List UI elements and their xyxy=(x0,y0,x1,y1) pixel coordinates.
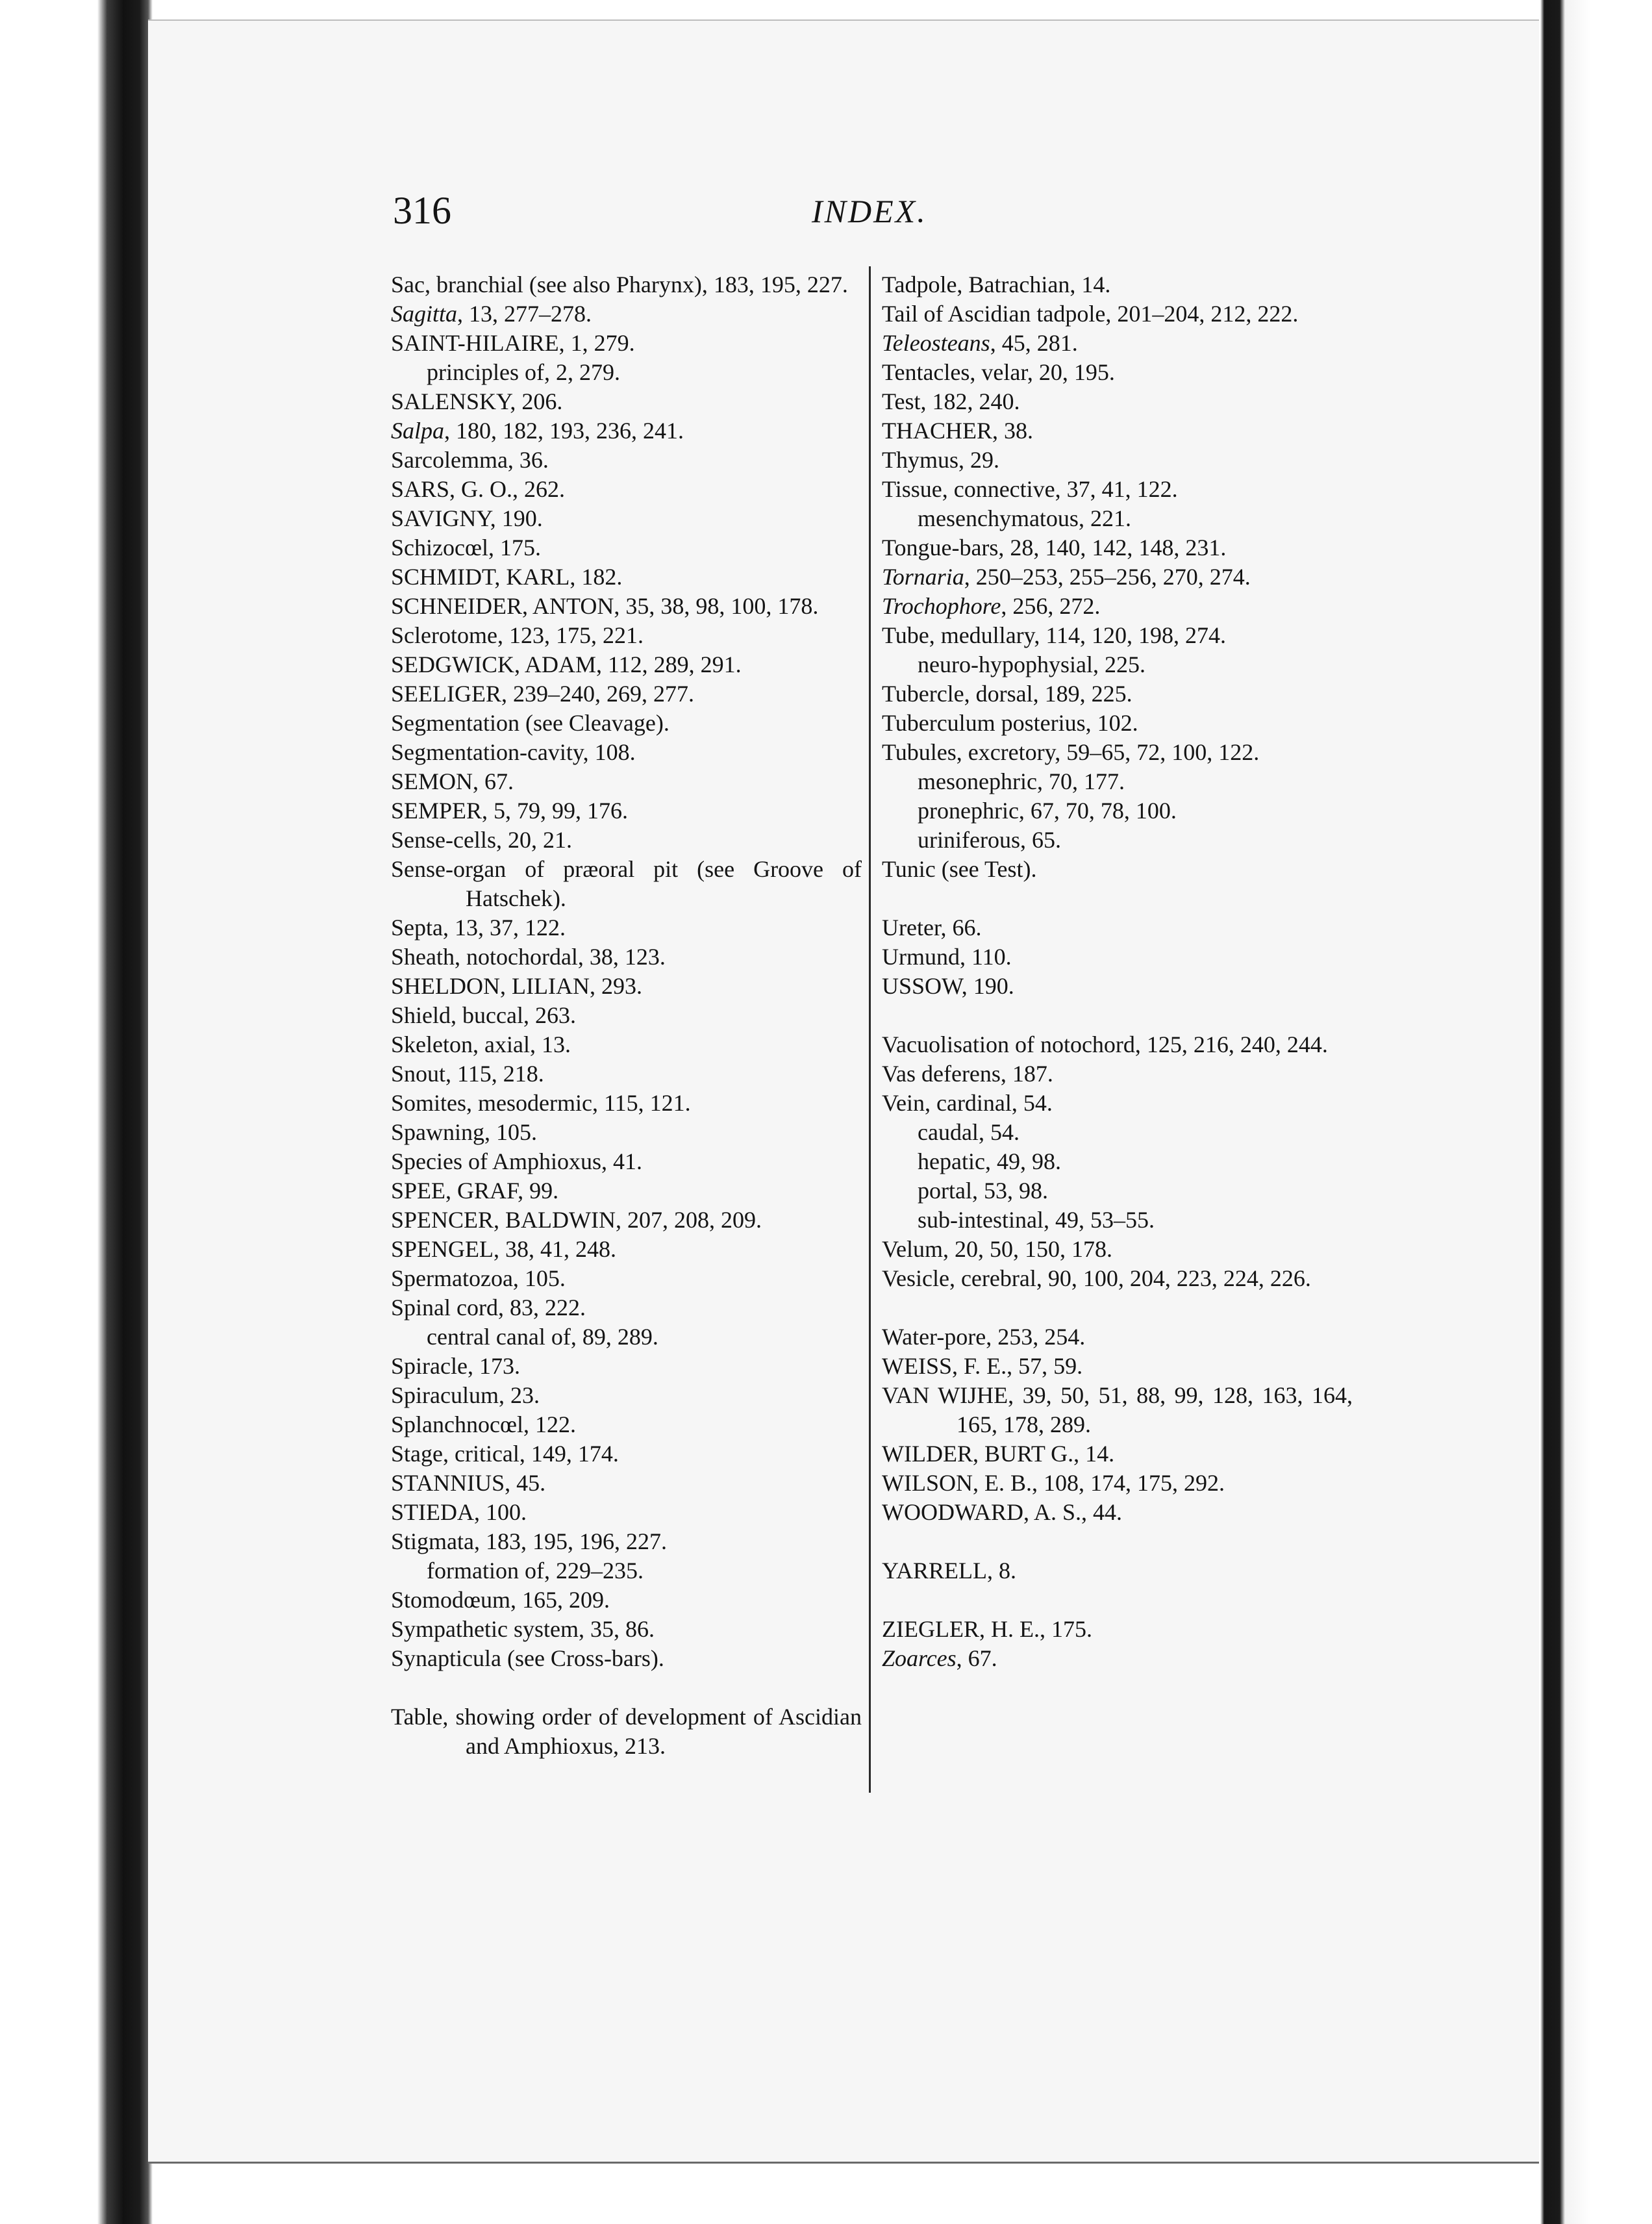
index-entry: SAINT-HILAIRE, 1, 279. xyxy=(391,330,635,356)
index-entry: Schizocœl, 175. xyxy=(391,535,541,561)
index-entry: Tadpole, Batrachian, 14. xyxy=(882,272,1111,297)
index-entry: Tissue, connective, 37, 41, 122. xyxy=(882,476,1178,502)
index-entry: SEDGWICK, ADAM, 112, 289, 291. xyxy=(391,651,742,677)
index-entry: Sclerotome, 123, 175, 221. xyxy=(391,622,644,648)
index-entry: Spawning, 105. xyxy=(391,1119,537,1145)
index-entry: Segmentation-cavity, 108. xyxy=(391,739,636,765)
column-divider xyxy=(869,266,871,1793)
index-subentry: uriniferous, 65. xyxy=(918,827,1061,853)
index-entry: SCHMIDT, KARL, 182. xyxy=(391,564,623,590)
index-entry: Sarcolemma, 36. xyxy=(391,447,549,473)
index-entry: SCHNEIDER, ANTON, 35, 38, 98, 100, 178. xyxy=(391,593,819,619)
scan-right-edge xyxy=(1539,0,1652,2224)
index-entry: WEISS, F. E., 57, 59. xyxy=(882,1353,1083,1379)
index-entry: SPENCER, BALDWIN, 207, 208, 209. xyxy=(391,1207,762,1233)
index-entry: SEELIGER, 239–240, 269, 277. xyxy=(391,681,694,707)
index-entry: Stomodœum, 165, 209. xyxy=(391,1587,610,1613)
index-entry: Tubercle, dorsal, 189, 225. xyxy=(882,681,1133,707)
index-entry: Spinal cord, 83, 222. xyxy=(391,1295,586,1320)
index-entry: Sac, branchial (see also Pharynx), 183, 195, 227. xyxy=(391,272,848,297)
index-subentry: formation of, 229–235. xyxy=(427,1558,644,1584)
index-entry: STANNIUS, 45. xyxy=(391,1470,546,1496)
index-entry: Teleosteans, 45, 281. xyxy=(882,330,1078,356)
index-entry: WILSON, E. B., 108, 174, 175, 292. xyxy=(882,1470,1225,1496)
index-entry: SEMPER, 5, 79, 99, 176. xyxy=(391,798,629,824)
index-entry: WOODWARD, A. S., 44. xyxy=(882,1499,1123,1525)
index-entry: SARS, G. O., 262. xyxy=(391,476,566,502)
index-entry: Sense-cells, 20, 21. xyxy=(391,827,572,853)
index-entry: Tubules, excretory, 59–65, 72, 100, 122. xyxy=(882,739,1260,765)
index-subentry: sub-intestinal, 49, 53–55. xyxy=(918,1207,1155,1233)
index-entry: Vesicle, cerebral, 90, 100, 204, 223, 224, 226. xyxy=(882,1265,1311,1291)
index-entry: Tongue-bars, 28, 140, 142, 148, 231. xyxy=(882,535,1227,561)
index-entry: Vacuolisation of notochord, 125, 216, 240, 244. xyxy=(882,1031,1328,1057)
index-entry: Somites, mesodermic, 115, 121. xyxy=(391,1090,691,1116)
index-entry: ZIEGLER, H. E., 175. xyxy=(882,1616,1092,1642)
index-entry: Table, showing order of development of Ascidian and Amphioxus, 213. xyxy=(391,1704,862,1759)
page-number: 316 xyxy=(393,189,451,232)
index-entry: SAVIGNY, 190. xyxy=(391,505,543,531)
index-entry: Tail of Ascidian tadpole, 201–204, 212, 222. xyxy=(882,301,1299,327)
index-entry: Septa, 13, 37, 122. xyxy=(391,915,566,941)
index-subentry: neuro-hypophysial, 225. xyxy=(918,651,1145,677)
index-entry: Ureter, 66. xyxy=(882,915,982,941)
index-entry: Sense-organ of præoral pit (see Groove of Hatschek). xyxy=(391,856,862,911)
index-entry: Tube, medullary, 114, 120, 198, 274. xyxy=(882,622,1226,648)
index-entry: STIEDA, 100. xyxy=(391,1499,527,1525)
index-entry: Sagitta, 13, 277–278. xyxy=(391,301,592,327)
index-entry: Thymus, 29. xyxy=(882,447,1000,473)
index-entry: YARRELL, 8. xyxy=(882,1558,1016,1584)
index-entry: SHELDON, LILIAN, 293. xyxy=(391,973,642,999)
index-entry: Zoarces, 67. xyxy=(882,1645,997,1671)
index-entry: SALENSKY, 206. xyxy=(391,388,563,414)
index-entry: Splanchnocœl, 122. xyxy=(391,1411,576,1437)
index-entry: Species of Amphioxus, 41. xyxy=(391,1148,642,1174)
index-entry: Tunic (see Test). xyxy=(882,856,1037,882)
index-entry: Spiracle, 173. xyxy=(391,1353,520,1379)
index-entry: Segmentation (see Cleavage). xyxy=(391,710,670,736)
running-head: INDEX. xyxy=(812,193,927,229)
index-subentry: principles of, 2, 279. xyxy=(427,359,620,385)
index-subentry: pronephric, 67, 70, 78, 100. xyxy=(918,798,1177,824)
index-entry: Snout, 115, 218. xyxy=(391,1061,544,1087)
index-entry: SEMON, 67. xyxy=(391,768,514,794)
index-entry: Spermatozoa, 105. xyxy=(391,1265,566,1291)
index-entry: Tuberculum posterius, 102. xyxy=(882,710,1138,736)
index-entry: Trochophore, 256, 272. xyxy=(882,593,1101,619)
index-subentry: mesenchymatous, 221. xyxy=(918,505,1131,531)
index-entry: Tentacles, velar, 20, 195. xyxy=(882,359,1115,385)
index-entry: Test, 182, 240. xyxy=(882,388,1020,414)
index-subentry: portal, 53, 98. xyxy=(918,1178,1048,1204)
index-column-right xyxy=(882,270,1353,1673)
index-column-left xyxy=(391,270,862,1761)
index-entry: VAN WIJHE, 39, 50, 51, 88, 99, 128, 163, 164, 165, 178, 289. xyxy=(882,1382,1353,1437)
index-entry: Vas deferens, 187. xyxy=(882,1061,1053,1087)
index-entry: Salpa, 180, 182, 193, 236, 241. xyxy=(391,418,684,444)
index-entry: Skeleton, axial, 13. xyxy=(391,1031,571,1057)
index-entry: Spiraculum, 23. xyxy=(391,1382,540,1408)
index-entry: Stigmata, 183, 195, 196, 227. xyxy=(391,1528,667,1554)
index-entry: Water-pore, 253, 254. xyxy=(882,1324,1086,1350)
index-entry: Tornaria, 250–253, 255–256, 270, 274. xyxy=(882,564,1251,590)
index-entry: SPEE, GRAF, 99. xyxy=(391,1178,559,1204)
scan-left-edge xyxy=(0,0,153,2224)
index-subentry: hepatic, 49, 98. xyxy=(918,1148,1061,1174)
index-entry: Vein, cardinal, 54. xyxy=(882,1090,1053,1116)
index-entry: Sympathetic system, 35, 86. xyxy=(391,1616,655,1642)
index-subentry: mesonephric, 70, 177. xyxy=(918,768,1125,794)
index-entry: Stage, critical, 149, 174. xyxy=(391,1441,619,1467)
index-entry: WILDER, BURT G., 14. xyxy=(882,1441,1115,1467)
index-entry: THACHER, 38. xyxy=(882,418,1033,444)
index-entry: Urmund, 110. xyxy=(882,944,1012,970)
index-entry: Velum, 20, 50, 150, 178. xyxy=(882,1236,1112,1262)
index-entry: SPENGEL, 38, 41, 248. xyxy=(391,1236,617,1262)
index-entry: Synapticula (see Cross-bars). xyxy=(391,1645,664,1671)
index-entry: Shield, buccal, 263. xyxy=(391,1002,576,1028)
index-subentry: caudal, 54. xyxy=(918,1119,1020,1145)
index-entry: Sheath, notochordal, 38, 123. xyxy=(391,944,666,970)
index-subentry: central canal of, 89, 289. xyxy=(427,1324,658,1350)
index-entry: USSOW, 190. xyxy=(882,973,1014,999)
